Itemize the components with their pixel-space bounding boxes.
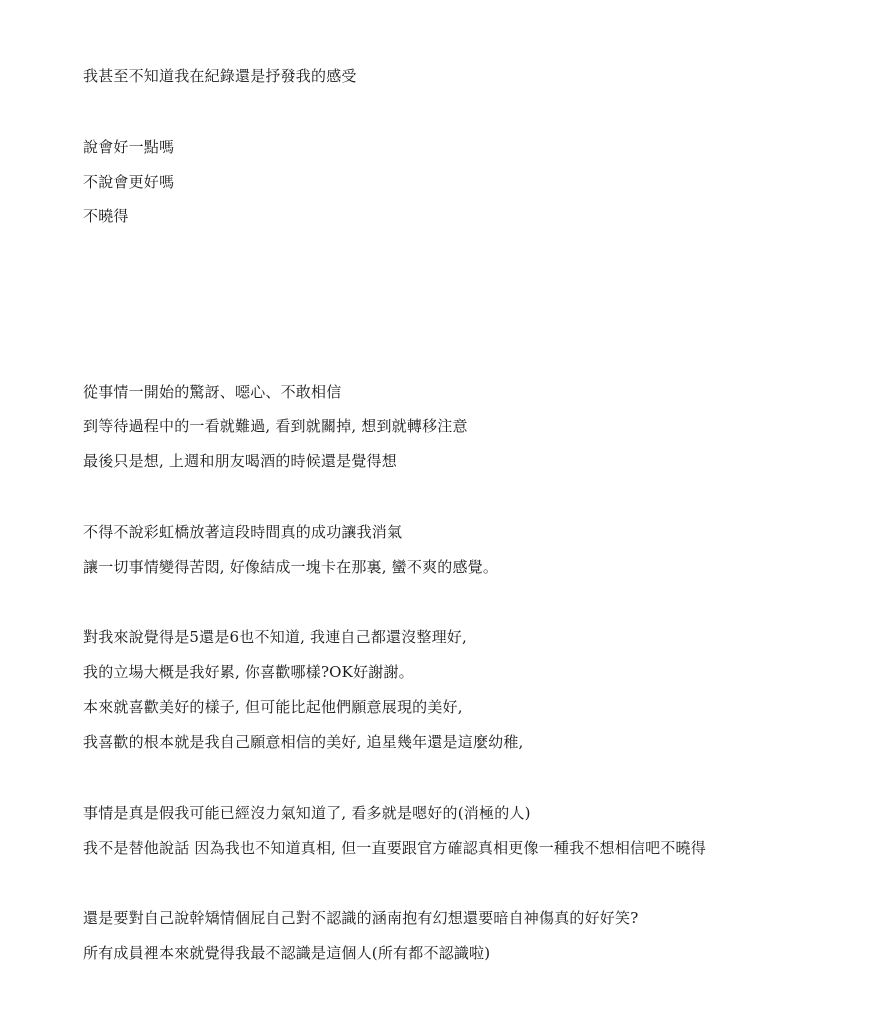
text-line: 本來就喜歡美好的樣子, 但可能比起他們願意展現的美好,: [83, 698, 463, 716]
text-line: 我喜歡的根本就是我自己願意相信的美好, 追星幾年還是這麼幼稚,: [83, 733, 524, 751]
text-line: 不得不說彩虹橋放著這段時間真的成功讓我消氣: [83, 523, 403, 541]
text-line: 我甚至不知道我在紀錄還是抒發我的感受: [83, 67, 357, 85]
text-line: 最後只是想, 上週和朋友喝酒的時候還是覺得想: [83, 452, 397, 470]
text-line: 不說會更好嗎: [83, 173, 175, 191]
text-line: 事情是真是假我可能已經沒力氣知道了, 看多就是嗯好的(消極的人): [83, 804, 531, 822]
text-line: 我不是替他說話 因為我也不知道真相, 但一直要跟官方確認真相更像一種我不想相信吧不曉得: [83, 839, 706, 857]
text-line: 我的立場大概是我好累, 你喜歡哪樣?OK好謝謝。: [83, 663, 414, 681]
text-line: 從事情一開始的驚訝、噁心、不敢相信: [83, 383, 342, 401]
text-line: 對我來說覺得是5還是6也不知道, 我連自己都還沒整理好,: [83, 628, 467, 646]
text-line: 到等待過程中的一看就難過, 看到就關掉, 想到就轉移注意: [83, 417, 468, 435]
text-line: 讓一切事情變得苦悶, 好像結成一塊卡在那裏, 蠻不爽的感覺。: [83, 558, 499, 576]
text-line: 還是要對自己說幹矯情個屁自己對不認識的涵南抱有幻想還要暗自神傷真的好好笑?: [83, 909, 639, 927]
text-line: 不曉得: [83, 207, 129, 225]
text-line: 所有成員裡本來就覺得我最不認識是這個人(所有都不認識啦): [83, 944, 491, 962]
text-line: 說會好一點嗎: [83, 138, 175, 156]
